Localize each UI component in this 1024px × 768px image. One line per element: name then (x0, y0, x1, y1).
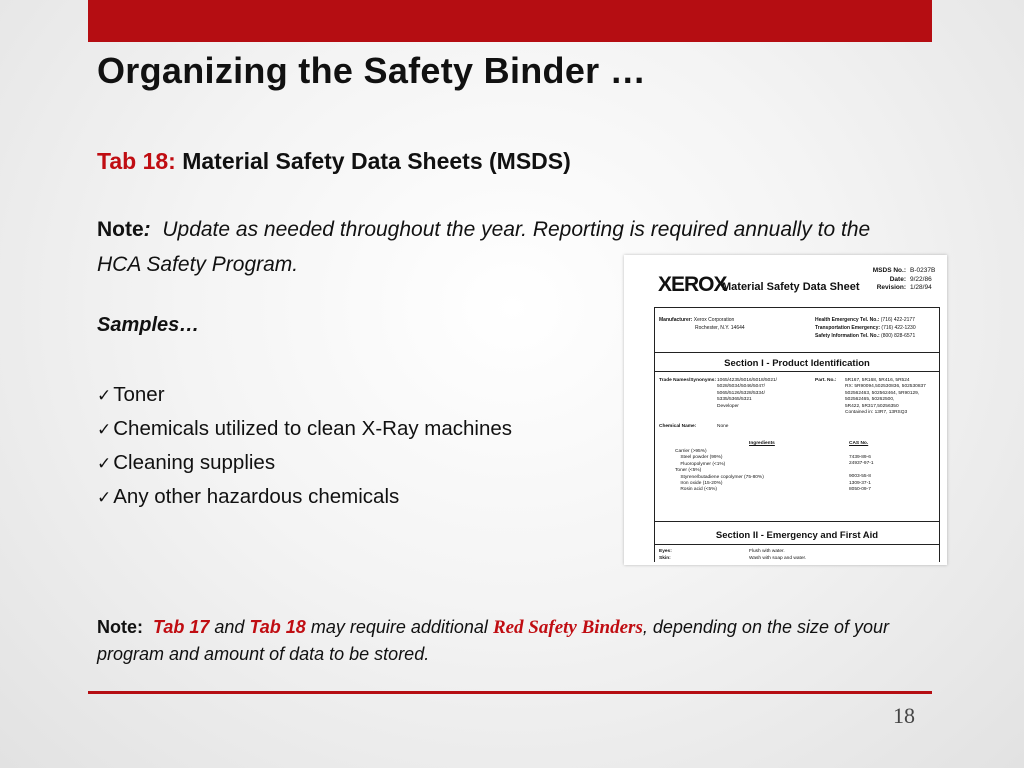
page-number: 18 (893, 703, 915, 728)
manufacturer-label: Manufacturer: (659, 317, 693, 323)
list-item (97, 378, 512, 412)
section2-title: Section II - Emergency and First Aid (715, 530, 879, 541)
slide-title: Organizing the Safety Binder … (97, 50, 647, 91)
samples-label: Samples… (97, 314, 200, 336)
note-label: Note (97, 218, 144, 241)
part-numbers: 5R167, 5R168, 5R416, 5R524 RX: 5R90094,502530836, 502530837 502562463, 502562464, 5R90129, 502562465, 50262500, 5R422, 5R317,50256350 Contained in: 13R7, 13RSQ3 (845, 378, 926, 416)
trade-label: Trade Names/Synonyms: (659, 378, 717, 383)
xerox-logo: XEROX (658, 273, 727, 296)
part-label: Part. No.: (815, 378, 837, 383)
tab17-ref: Tab 17 (153, 617, 210, 637)
msds-doc-title: Material Safety Data Sheet (722, 281, 860, 293)
transport-tel: (716) 422-1230 (881, 325, 916, 331)
samples-checklist (97, 378, 512, 514)
ingredients-label: Ingredients (749, 441, 775, 446)
date-label: Date: (889, 275, 906, 283)
chem-name: None (717, 424, 729, 429)
divider (655, 352, 939, 353)
eyes-text: Flush with water. (749, 549, 785, 554)
section1-title: Section I - Product Identification (724, 358, 870, 369)
trade-names: 1065/4235/5016/5018/5021/ 5028/5034/5046/5047/ 5065/5126/5328/5334/ 5335/5365/5321 Developer (717, 378, 778, 409)
tab18-ref: Tab 18 (249, 617, 306, 637)
cas-label: CAS No. (849, 441, 869, 446)
divider (655, 544, 939, 545)
msds-sample-image (624, 255, 947, 565)
date-value: 9/22/86 (910, 275, 932, 283)
tab-title: Material Safety Data Sheets (MSDS) (182, 148, 571, 174)
revision-label: Revision: (876, 284, 906, 291)
safety-tel: (800) 828-6571 (881, 333, 916, 339)
manufacturer-block (659, 316, 779, 332)
list-item-text: Chemicals utilized to clean X-Ray machines (113, 417, 513, 440)
transport-label: Transportation Emergency: (815, 325, 881, 331)
bottom-accent-line (88, 691, 932, 694)
health-tel: (716) 422-2177 (880, 317, 915, 323)
note2-end: , depending on the size of your program and amount of data to be stored. (97, 617, 890, 664)
manufacturer-name: Xerox Corporation (693, 317, 735, 323)
checkmark-icon: ✓ (97, 454, 112, 474)
skin-label: Skin: (659, 556, 671, 561)
msds-no-label: MSDS No.: (872, 267, 906, 274)
health-label: Health Emergency Tel. No.: (815, 317, 880, 323)
list-item (97, 446, 512, 480)
note-text: Update as needed throughout the year. Reporting is required annually to the HCA Safety Program. (97, 218, 871, 276)
note-colon: : (143, 218, 151, 241)
binder-note (97, 614, 937, 668)
note2-mid: may require additional (310, 617, 488, 637)
tab-heading (97, 148, 571, 175)
list-item-text: Cleaning supplies (113, 451, 276, 474)
cas-numbers: 7439-89-6 24937-97-1 9003-55-8 1309-37-1 8050-09-7 (849, 455, 874, 493)
chem-label: Chemical Name: (659, 424, 697, 429)
checkmark-icon: ✓ (97, 488, 112, 508)
msds-no: B-0237B (910, 267, 936, 274)
list-item (97, 480, 512, 514)
top-accent-bar (88, 0, 932, 42)
skin-text: Wash with soap and water. (749, 556, 807, 561)
ingredients-list: Carrier (>95%) Steel powder (99%) Fluoropolymer (<1%) Toner (<5%) Styrene/butadiene copolymer (75-80%) Iron oxide (15-20%) Rosin acid (<5%) (675, 449, 764, 493)
list-item-text: Toner (113, 383, 165, 406)
note2-and: and (214, 617, 245, 637)
list-item (97, 412, 512, 446)
divider (655, 371, 939, 372)
tab-label: Tab 18: (97, 148, 176, 174)
contacts-block (815, 316, 916, 340)
eyes-label: Eyes: (659, 549, 672, 554)
manufacturer-city: Rochester, N.Y. 14644 (695, 325, 745, 331)
checkmark-icon: ✓ (97, 420, 112, 440)
msds-meta (870, 267, 935, 293)
safety-label: Safety Information Tel. No.: (815, 333, 880, 339)
divider (655, 521, 939, 522)
revision-value: 1/28/94 (910, 284, 932, 291)
list-item-text: Any other hazardous chemicals (113, 485, 400, 508)
note2-label: Note: (97, 617, 143, 637)
msds-frame (654, 307, 940, 562)
red-safety-binders: Red Safety Binders (492, 617, 643, 638)
checkmark-icon: ✓ (97, 386, 112, 406)
